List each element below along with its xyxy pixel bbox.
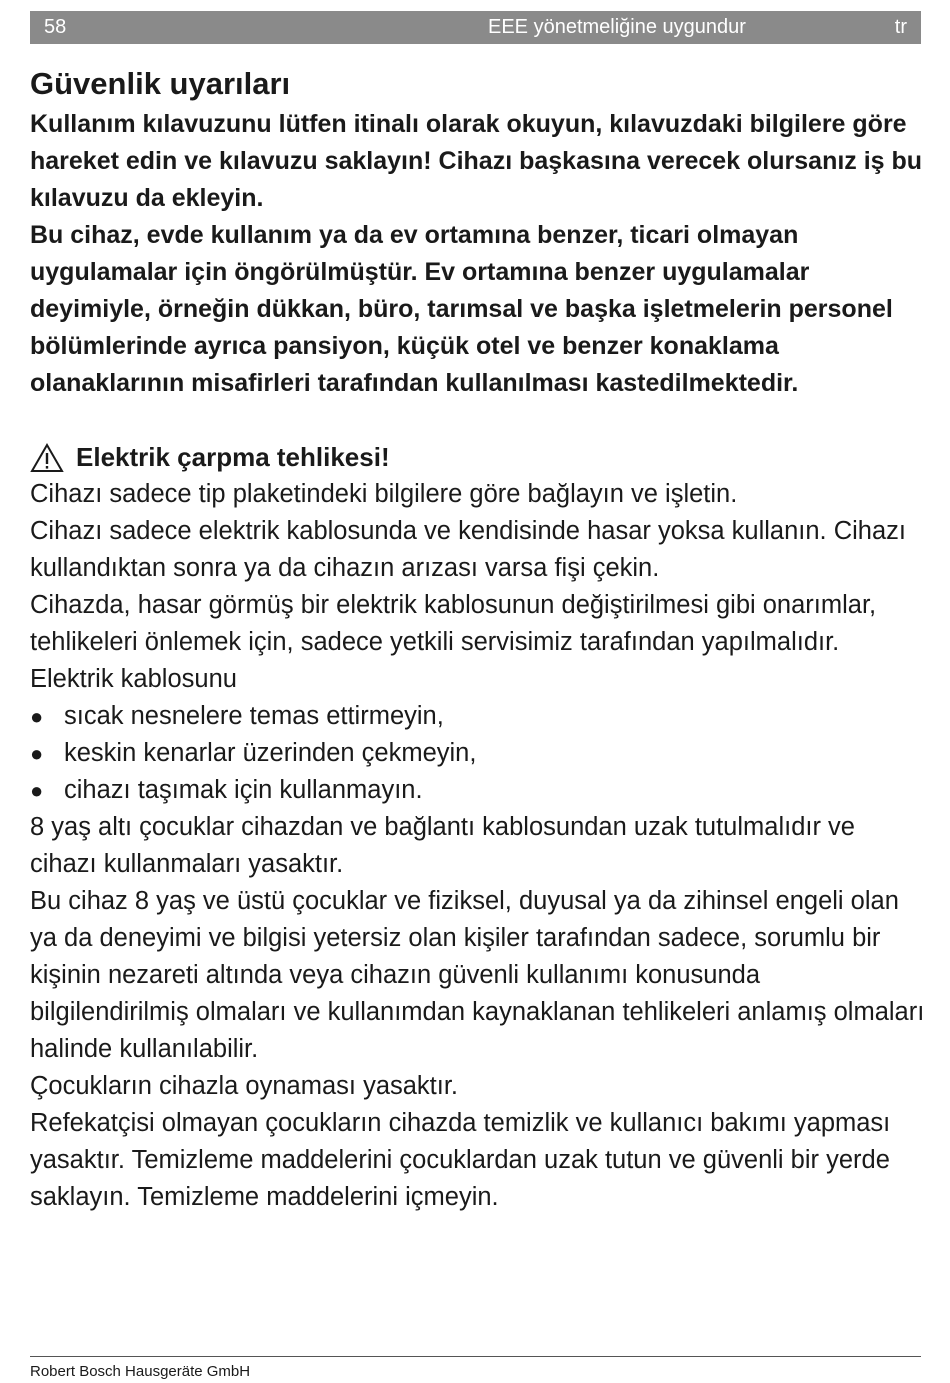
warning-paragraph: Cihazı sadece tip plaketindeki bilgilere göre bağlayın ve işletin. — [30, 480, 738, 508]
section-title: Güvenlik uyarıları — [30, 66, 291, 101]
warning-paragraph: Cihazı sadece elektrik kablosunda ve kendisinde hasar yoksa kullanın. Cihazı kullandıktan sonra ya da cihazın arızası varsa fişi çekin. — [30, 517, 906, 582]
list-item — [30, 698, 925, 735]
warning-title: Elektrik çarpma tehlikesi! — [76, 442, 390, 472]
bullet-icon: ● — [30, 778, 44, 803]
language-code: tr — [894, 16, 907, 38]
warning-triangle-icon — [30, 443, 64, 473]
header-title: EEE yönetmeliğine uygundur — [488, 16, 746, 38]
footer-divider — [30, 1356, 921, 1357]
electric-shock-warning — [30, 439, 925, 1216]
intro-paragraph: Kullanım kılavuzunu lütfen itinalı olarak okuyun, kılavuzdaki bilgilere göre hareket edin ve kılavuzu saklayın! Cihazı başkasına verecek olursanız iş bu kılavuzu da ekleyin. — [30, 110, 923, 212]
bullet-icon: ● — [30, 704, 44, 729]
list-item — [30, 735, 925, 772]
warning-paragraph: Elektrik kablosunu — [30, 665, 237, 693]
warning-paragraph: Refekatçisi olmayan çocukların cihazda temizlik ve kullanıcı bakımı yapması yasaktır. Temizleme maddelerini çocuklardan uzak tutun ve güvenli bir yerde saklayın. Temizleme maddelerini içmeyin. — [30, 1109, 891, 1211]
warning-paragraph: 8 yaş altı çocuklar cihazdan ve bağlantı kablosundan uzak tutulmalıdır ve cihazı kullanmaları yasaktır. — [30, 813, 855, 878]
list-item-text: cihazı taşımak için kullanmayın. — [64, 776, 423, 804]
footer-company: Robert Bosch Hausgeräte GmbH — [30, 1363, 251, 1380]
page-content — [30, 64, 925, 1216]
warning-paragraph: Bu cihaz 8 yaş ve üstü çocuklar ve fiziksel, duyusal ya da zihinsel engeli olan ya da deneyimi ve bilgisi yetersiz olan kişiler tarafından sadece, sorumlu bir kişinin nezareti altında veya cihazın güvenli kullanımı konusunda bilgilendirilmiş olmaları ve kullanımdan kaynaklanan tehlikeleri anlamış olmaları halinde kullanılabilir. — [30, 887, 925, 1063]
list-item — [30, 772, 925, 809]
warning-paragraph: Cihazda, hasar görmüş bir elektrik kablosunun değiştirilmesi gibi onarımlar, tehlikeleri önlemek için, sadece yetkili servisimiz tarafından yapılmalıdır. — [30, 591, 877, 656]
warning-paragraph: Çocukların cihazla oynaması yasaktır. — [30, 1072, 459, 1100]
bullet-icon: ● — [30, 741, 44, 766]
list-item-text: keskin kenarlar üzerinden çekmeyin, — [64, 739, 477, 767]
list-item-text: sıcak nesnelere temas ettirmeyin, — [64, 702, 444, 730]
page-header-bar — [30, 11, 921, 44]
cable-bullet-list — [30, 698, 925, 809]
intro-paragraph: Bu cihaz, evde kullanım ya da ev ortamına benzer, ticari olmayan uygulamalar için öngörülmüştür. Ev ortamına benzer uygulamalar deyimiyle, örneğin dükkan, büro, tarımsal ve başka işletmelerin personel bölümlerinde ayrıca pansiyon, küçük otel ve benzer konaklama olanaklarının misafirleri tarafından kullanılması kastedilmektedir. — [30, 221, 893, 397]
warning-heading — [30, 439, 925, 476]
page-number: 58 — [44, 16, 67, 38]
intro-block — [30, 106, 925, 402]
